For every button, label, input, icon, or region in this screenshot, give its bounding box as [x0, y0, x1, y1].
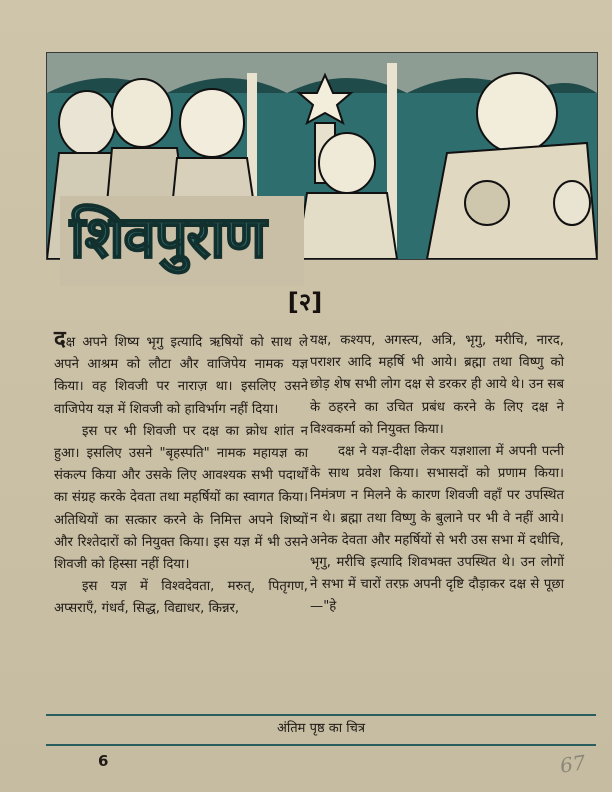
- paragraph: यक्ष, कश्यप, अगस्त्य, अत्रि, भृगु, मरीचि, नारद, पराशर आदि महर्षि भी आये। ब्रह्मा तथा विष्णु को छोड़ शेष सभी लोग दक्ष से डरकर ही आये थे। उन सब के ठहरने का उचित प्रबंध करने के लिए दक्ष ने विश्वकर्मा को नियुक्त किया।: [310, 333, 564, 437]
- divider: [46, 744, 596, 746]
- left-column: [54, 327, 308, 621]
- paragraph: दक्ष ने यज्ञ-दीक्षा लेकर यज्ञशाला में अपनी पत्नी के साथ प्रवेश किया। सभासदों को प्रणाम किया। निमंत्रण न मिलने के कारण शिवजी वहाँ पर उपस्थित न थे। ब्रह्मा तथा विष्णु के बुलाने पर भी वे नहीं आये। अनेक देवता और महर्षियों से भरी उस सभा में दधीचि, भृगु, मरीचि इत्यादि शिवभक्त उपस्थित थे। उन लोगों ने सभा में चारों तरफ़ अपनी दृष्टि दौड़ाकर दक्ष से पूछा—"हे: [310, 444, 564, 615]
- handwritten-mark: 67: [558, 750, 587, 778]
- right-column: [310, 330, 564, 619]
- paragraph: इस यज्ञ में विश्वदेवता, मरुत्, पितृगण, अप्सराएँ, गंधर्व, सिद्ध, विद्याधर, किन्नर,: [54, 579, 308, 617]
- page-number: 6: [98, 752, 109, 770]
- caption: अंतिम पृष्ठ का चित्र: [276, 721, 366, 736]
- dropcap: द: [54, 327, 66, 352]
- paragraph: इस पर भी शिवजी पर दक्ष का क्रोध शांत न हुआ। इसलिए उसने "बृहस्पति" नामक महायज्ञ का संकल्प किया और उसके लिए आवश्यक सभी पदार्थों का संग्रह करके देवता तथा महर्षियों का स्वागत किया। अतिथियों का सत्कार करने के निमित्त अपने शिष्यों और रिश्तेदारों को नियुक्त किया। इस यज्ञ में भी उसने शिवजी को हिस्सा नहीं दिया।: [54, 423, 308, 573]
- paragraph-text: क्ष अपने शिष्य भृगु इत्यादि ऋषियों को साथ ले अपने आश्रम को लौटा और वाजिपेय नामक यज्ञ किया। वह शिवजी पर नाराज़ था। इसलिए उसने वाजिपेय यज्ञ में शिवजी को हाविर्भाग नहीं दिया।: [54, 335, 308, 417]
- page-title: शिवपुराण: [70, 203, 266, 271]
- divider: [46, 714, 596, 716]
- paragraph: [54, 327, 308, 421]
- part-number: [२]: [287, 288, 323, 316]
